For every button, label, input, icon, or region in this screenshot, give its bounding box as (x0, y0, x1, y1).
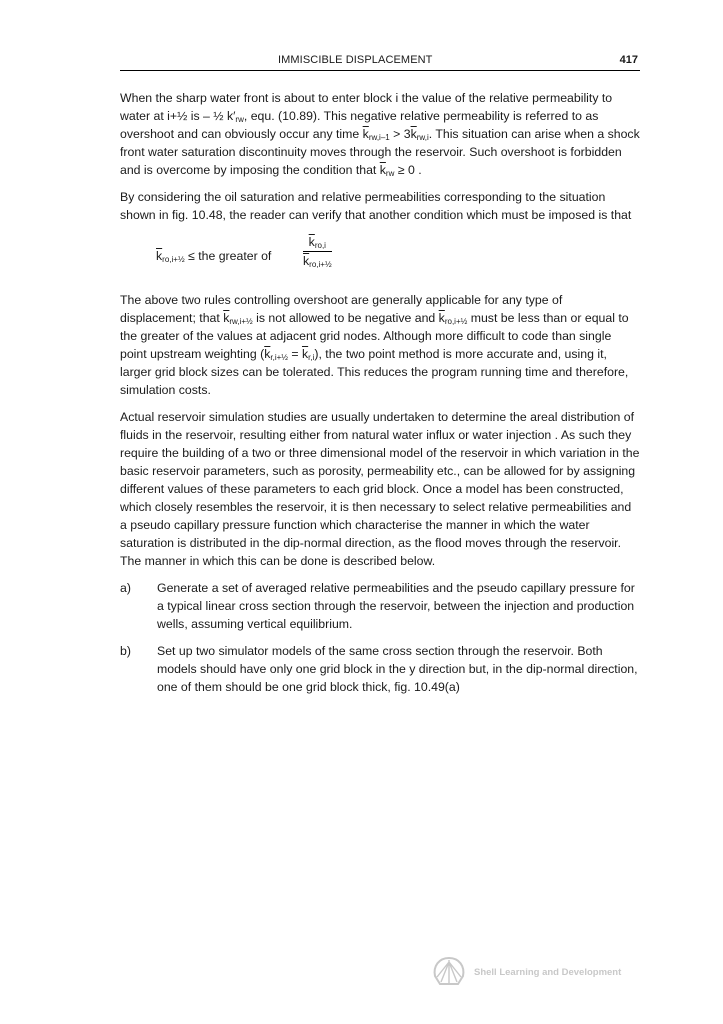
shell-logo-icon (432, 956, 466, 988)
page-number: 417 (619, 54, 638, 66)
list-marker: a) (120, 581, 131, 595)
running-title: IMMISCIBLE DISPLACEMENT (278, 54, 433, 66)
paragraph-two-rules: The above two rules controlling overshoot are generally applicable for any type of displacement; that $\overline{k}_{rw,i+\frac{1}{2}}$ is not allowed to be negative and $\overline{k}_{ro,i+\frac{1}{2}}$ must be less than or equal to the greater of the values at adjacent grid nodes. Although more difficult to code than single point upstream weighting $(\overline{k}_{r,i+\frac{1}{2}} = \overline{k}_{r,i})$, the two point method is more accurate and, using it, larger grid block sizes can be tolerated. This reduces the program running time and therefore, simulation costs. (120, 293, 629, 397)
paragraph-simulation-studies: Actual reservoir simulation studies are usually undertaken to determine the areal distribution of fluids in the reservoir, resulting either from natural water influx or water injection . As such they require the building of a two or three dimensional model of the reservoir in which variation in the basic reservoir parameters, such as porosity, permeability etc., can be allowed for by assigning different values of these parameters to each grid block. Once a model has been constructed, which closely resembles the reservoir, it is then necessary to select relative permeabilities and a pseudo capillary pressure function which characterise the manner in which the water saturation is distributed in the dip-normal direction, as the flood moves through the reservoir. The manner in which this can be done is described below. (120, 410, 640, 568)
paragraph-oil-condition: By considering the oil saturation and relative permeabilities corresponding to the situation shown in fig. 10.48, the reader can verify that another condition which must be imposed is that (120, 190, 632, 222)
overshoot-condition-formula (120, 233, 640, 275)
list-item (120, 642, 640, 696)
footer-logo (432, 956, 642, 988)
list-marker: b) (120, 644, 131, 658)
footer-logo-text: Shell Learning and Development (474, 967, 622, 978)
formula-fraction (303, 233, 332, 270)
page-header (120, 54, 640, 71)
paragraph-overshoot: When the sharp water front is about to enter block i the value of the relative permeability to water at i+½ is – ½ $k'_{rw}$, equ. (10.89). This negative relative permeability is referred to as overshoot and can obviously occur any time $\overline{k}_{rw,i-1} > 3\overline{k}_{rw,i}$. This situation can arise when a shock front water saturation discontinuity moves through the reservoir. Such overshoot is forbidden and is overcome by imposing the condition that $\overline{k}_{rw} \ge 0$ . (120, 91, 640, 178)
list-text: Generate a set of averaged relative permeabilities and the pseudo capillary pressure for a typical linear cross section through the reservoir, between the injection and production wells, assuming vertical equilibrium. (157, 581, 635, 631)
list-text: Set up two simulator models of the same cross section through the reservoir. Both models should have only one grid block in the y direction but, in the dip-normal direction, one of them should be one grid block thick, fig. 10.49(a) (157, 644, 638, 694)
page-body (120, 89, 640, 705)
formula-lhs: $\overline{k}_{ro,i+\frac{1}{2}}$ ≤ the greater of (156, 249, 272, 264)
list-item (120, 579, 640, 633)
formula-denominator: $\overline{k}_{ro,i+\frac{1}{2}}$ (303, 254, 332, 269)
formula-numerator: $\overline{k}_{ro,i}$ (303, 233, 332, 252)
